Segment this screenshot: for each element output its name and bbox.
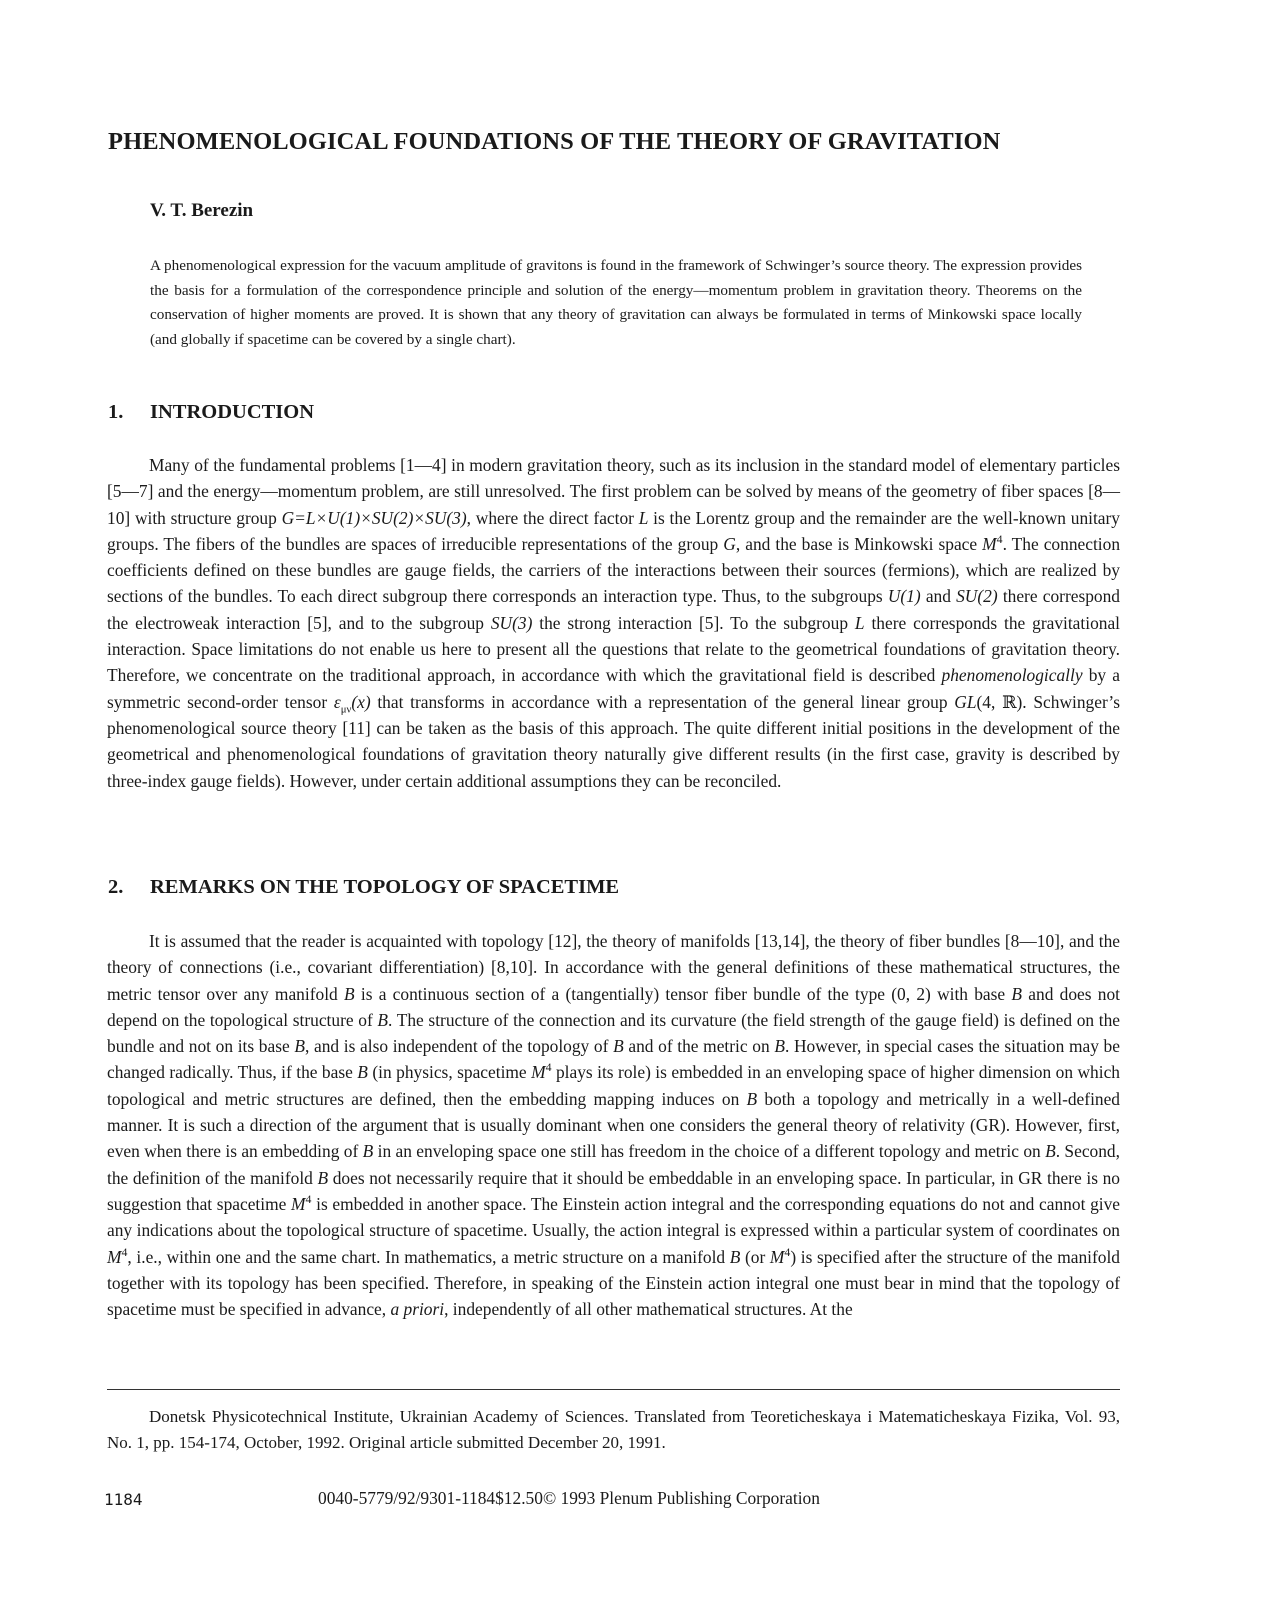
emphasis-a-priori: a priori [390,1299,445,1320]
footnote-divider [107,1389,1120,1390]
section-title: REMARKS ON THE TOPOLOGY OF SPACETIME [150,876,620,898]
section-title: INTRODUCTION [150,401,315,423]
page-number: 1184 [104,1490,143,1509]
topology-paragraph: It is assumed that the reader is acquainted with topology [12], the theory of manifolds [13,14], the theory of fiber bundles [8—10], and the theory of connections (i.e., covariant differentiation) [8,10]. In accordance with the general definitions of these mathematical structures, the metric tensor over any manifold B is a continuous section of a (tangentially) tensor fiber bundle of the type (0, 2) with base B and does not depend on the topological structure of B. The structure of the connection and its curvature (the field strength of the gauge field) is defined on the bundle and not on its base B, and is also independent of the topology of B and of the metric on B. However, in special cases the situation may be changed radically. Thus, if the base B (in physics, spacetime $M^4$ plays its role) is embedded in an enveloping space of higher dimension on which topological and metric structures are defined, then the embedding mapping induces on B both a topology and metrically in a well-defined manner. It is such a direction of the argument that is usually dominant when one considers the general theory of relativity (GR). However, first, even when there is an embedding of B in an enveloping space one still has freedom in the choice of a different topology and metric on B. Second, the definition of the manifold B does not necessarily require that it should be embeddable in an enveloping space. In particular, in GR there is no suggestion that spacetime $M^4$ is embedded in another space. The Einstein action integral and the corresponding equations do not and cannot give any indications about the topological structure of spacetime. Usually, the action integral is expressed within a particular system of coordinates on $M^4$, i.e., within one and the same chart. In mathematics, a metric structure on a manifold B (or $M^4$) is specified after the structure of the manifold together with its topology has been specified. Therefore, in speaking of the Einstein action integral one must bear in mind that the topology of spacetime must be specified in advance, a priori, independently of all other mathematical structures. At the [107,931,1121,1320]
topology-body [107,928,1120,1322]
section-heading-introduction [108,401,314,424]
section-number: 2. [108,876,124,898]
copyright-line: 0040-5779/92/9301-1184$12.50© 1993 Plenum Publishing Corporation [318,1488,820,1508]
introduction-body [107,452,1120,794]
article-title: PHENOMENOLOGICAL FOUNDATIONS OF THE THEORY OF GRAVITATION [108,128,1001,155]
section-heading-topology [108,876,619,899]
footnote [107,1404,1120,1456]
structure-group-formula: G=L×U(1)×SU(2)×SU(3) [281,507,467,528]
section-number: 1. [108,401,124,423]
abstract [150,254,1082,352]
emphasis-phenomenologically: phenomenologically [941,665,1083,686]
abstract-text: A phenomenological expression for the vacuum amplitude of gravitons is found in the framework of Schwinger’s source theory. The expression provides the basis for a formulation of the correspondence principle and solution of the energy—momentum problem in gravitation theory. Theorems on the conservation of higher moments are proved. It is shown that any theory of gravitation can always be formulated in terms of Minkowski space locally (and globally if spacetime can be covered by a single chart). [150,257,1082,348]
footnote-text: Donetsk Physicotechnical Institute, Ukrainian Academy of Sciences. Translated from Teoreticheskaya i Matematicheskaya Fizika, Vol. 93, No. 1, pp. 154-174, October, 1992. Original article submitted December 20, 1991. [107,1407,1120,1452]
tensor-symbol: ε [333,691,341,712]
author-name: V. T. Berezin [150,200,254,221]
introduction-paragraph: Many of the fundamental problems [1—4] in modern gravitation theory, such as its inclusion in the standard model of elementary particles [5—7] and the energy—momentum problem, are still unresolved. The first problem can be solved by means of the geometry of fiber spaces [8—10] with structure group G=L×U(1)×SU(2)×SU(3), where the direct factor L is the Lorentz group and the remainder are the well-known unitary groups. The fibers of the bundles are spaces of irreducible representations of the group G, and the base is Minkowski space $M^4$. The connection coefficients defined on these bundles are gauge fields, the carriers of the interactions between their sources (fermions), which are realized by sections of the bundles. To each direct subgroup there corresponds an interaction type. Thus, to the subgroups U(1) and SU(2) there correspond the electroweak interaction [5], and to the subgroup SU(3) the strong interaction [5]. To the subgroup L there corresponds the gravitational interaction. Space limitations do not enable us here to present all the questions that relate to the geometrical foundations of gravitation theory. Therefore, we concentrate on the traditional approach, in accordance with which the gravitational field is described phenomenologically by a symmetric second-order tensor $\varepsilon_{\mu\nu}(x)$ that transforms in accordance with a representation of the general linear group GL(4, ℝ). Schwinger’s phenomenological source theory [11] can be taken as the basis of this approach. The quite different initial positions in the development of the geometrical and phenomenological foundations of gravitation theory naturally give different results (in the first case, gravity is described by three-index gauge fields). However, under certain additional assumptions they can be reconciled. [107,455,1121,791]
